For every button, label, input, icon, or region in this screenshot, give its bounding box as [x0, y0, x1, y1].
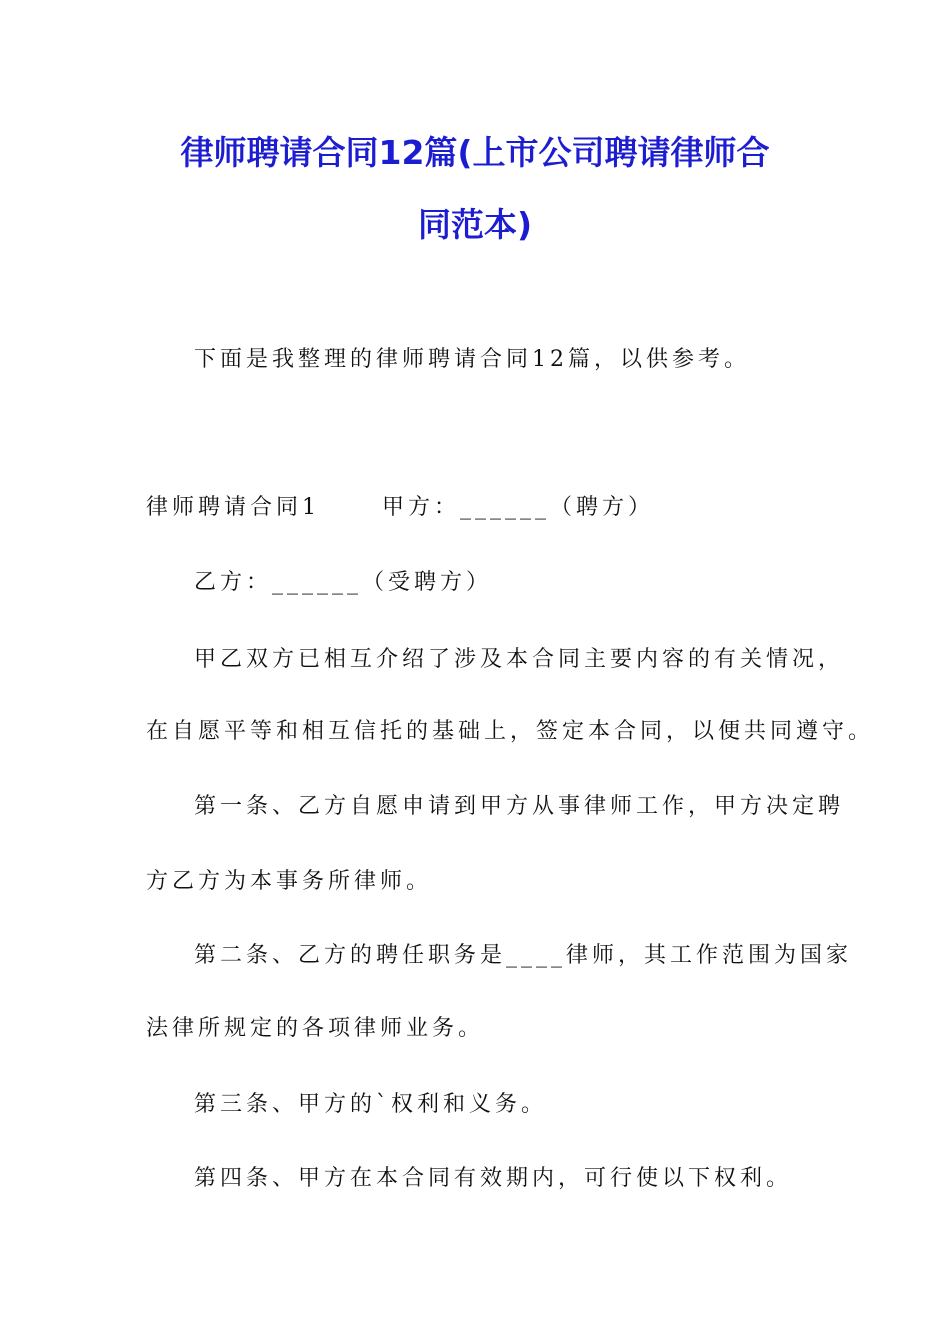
contract-heading: 律师聘请合同1 — [146, 495, 320, 520]
intro-paragraph: 下面是我整理的律师聘请合同12篇，以供参考。 — [194, 347, 750, 372]
paragraph-1-line-2: 在自愿平等和相互信托的基础上，签定本合同，以便共同遵守。 — [146, 719, 875, 744]
document-title-line-2: 同范本) — [417, 205, 533, 244]
article-3: 第三条、甲方的`权利和义务。 — [194, 1092, 548, 1117]
article-1-line-2: 方乙方为本事务所律师。 — [146, 869, 433, 894]
article-2-line-1: 第二条、乙方的聘任职务是____律师，其工作范围为国家 — [194, 943, 853, 968]
party-a-line: 甲方：______（聘方） — [382, 495, 655, 520]
article-4: 第四条、甲方在本合同有效期内，可行使以下权利。 — [194, 1166, 793, 1191]
document-title-line-1: 律师聘请合同12篇(上市公司聘请律师合 — [180, 133, 770, 172]
party-b-line: 乙方：______（受聘方） — [194, 570, 493, 595]
contract-heading-row — [146, 493, 654, 523]
article-2-line-2: 法律所规定的各项律师业务。 — [146, 1016, 485, 1041]
article-1-line-1: 第一条、乙方自愿申请到甲方从事律师工作，甲方决定聘 — [194, 794, 845, 819]
paragraph-1-line-1: 甲乙双方已相互介绍了涉及本合同主要内容的有关情况， — [194, 647, 845, 672]
